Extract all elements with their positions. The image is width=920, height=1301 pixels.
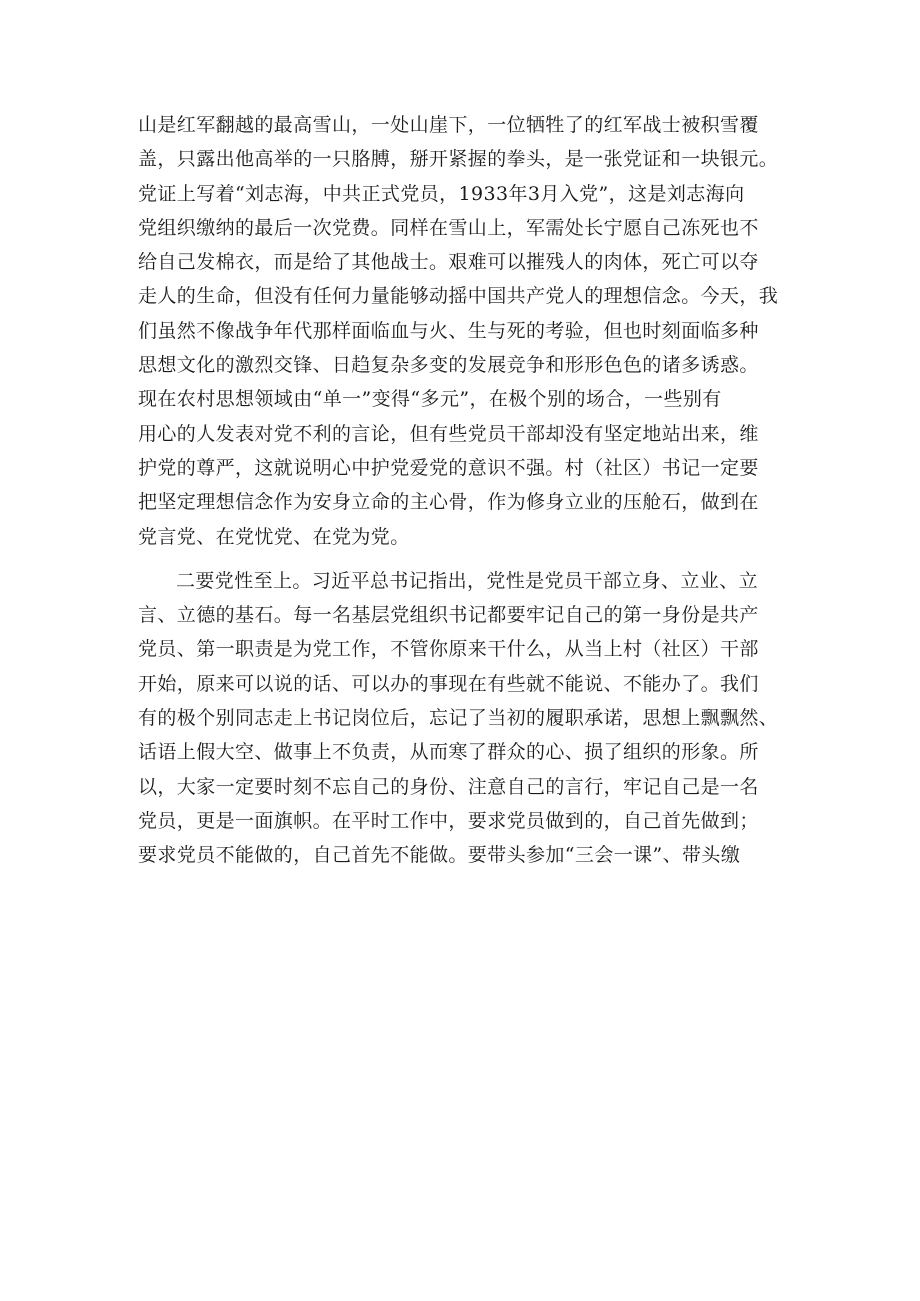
- text-line: 走人的生命，但没有任何力量能够动摇中国共产党人的理想信念。今天，我: [138, 285, 779, 308]
- text-line: 把坚定理想信念作为安身立命的主心骨，作为修身立业的压舱石，做到在: [138, 491, 759, 514]
- text-line: 党员，更是一面旗帜。在平时工作中，要求党员做到的，自己首先做到；: [138, 809, 759, 832]
- text-line: 用心的人发表对党不利的言论，但有些党员干部却没有坚定地站出来，维: [138, 422, 759, 445]
- text-line: 党员、第一职责是为党工作，不管你原来干什么，从当上村（社区）干部: [138, 638, 759, 661]
- text-line: 有的极个别同志走上书记岗位后，忘记了当初的履职承诺，思想上飘飘然、: [138, 707, 779, 730]
- text-line: 党证上写着“刘志海，中共正式党员，1933年3月入党”，这是刘志海向: [138, 182, 745, 205]
- text-line: 给自己发棉衣，而是给了其他战士。艰难可以摧残人的肉体，死亡可以夺: [138, 251, 759, 274]
- text-line: 山是红军翻越的最高雪山，一处山崖下，一位牺牲了的红军战士被积雪覆: [138, 114, 759, 136]
- text-line: 要求党员不能做的，自己首先不能做。要带头参加“三会一课”、带头缴: [138, 844, 741, 867]
- document-body: [138, 108, 788, 873]
- text-line: 开始，原来可以说的话、可以办的事现在有些就不能说、不能办了。我们: [138, 672, 759, 695]
- text-line: 二要党性至上。习近平总书记指出，党性是党员干部立身、立业、立: [176, 569, 759, 592]
- paragraph-spacer: [138, 554, 788, 564]
- paragraph-2: [138, 564, 788, 873]
- text-line: 现在农村思想领域由“单一”变得“多元”，在极个别的场合，一些别有: [138, 388, 722, 411]
- paragraph-1: [138, 108, 788, 554]
- text-line: 话语上假大空、做事上不负责，从而寒了群众的心、损了组织的形象。所: [138, 741, 759, 764]
- text-line: 以，大家一定要时刻不忘自己的身份、注意自己的言行，牢记自己是一名: [138, 775, 759, 798]
- text-line: 盖，只露出他高举的一只胳膊，掰开紧握的拳头，是一张党证和一块银元。: [138, 148, 779, 171]
- text-line: 思想文化的激烈交锋、日趋复杂多变的发展竞争和形形色色的诸多诱惑。: [138, 354, 759, 377]
- text-line: 言、立德的基石。每一名基层党组织书记都要牢记自己的第一身份是共产: [138, 604, 759, 627]
- text-line: 们虽然不像战争年代那样面临血与火、生与死的考验，但也时刻面临多种: [138, 319, 759, 342]
- text-line: 党言党、在党忧党、在党为党。: [138, 525, 410, 548]
- text-line: 党组织缴纳的最后一次党费。同样在雪山上，军需处长宁愿自己冻死也不: [138, 216, 759, 239]
- text-line: 护党的尊严，这就说明心中护党爱党的意识不强。村（社区）书记一定要: [138, 456, 759, 479]
